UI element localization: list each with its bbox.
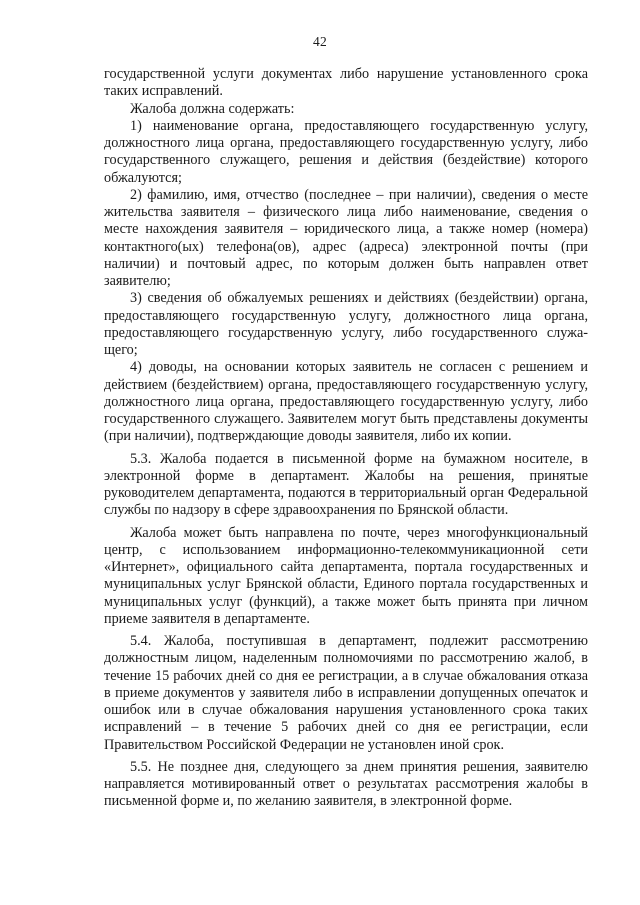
list-item-4: 4) доводы, на основании которых заявитель не согласен с решением и действием (бездействием) органа, предоставляющего государственную услугу, должностного лица органа, предоставляющего государственную услугу, либо государственного служащего. Заявителем могут быть представлены документы (при наличии), подтверждающие доводы заявителя, либо их копии.	[104, 359, 588, 445]
list-item-2: 2) фамилию, имя, отчество (последнее – при наличии), сведения о месте жительства заявителя – физического лица либо наименование, сведения о месте нахождения заявителя – юридического лица, а также номер (номера) контактного(ых) телефона(ов), адрес (адреса) электронной почты (при наличии) и почтовый адрес, по которым должен быть направлен ответ заявителю;	[104, 186, 588, 289]
paragraph-complaint-contents-intro: Жалоба должна содержать:	[130, 100, 295, 117]
list-item-1: 1) наименование органа, предоставляющего государственную услугу, должностного лица органа, предоставляющего государственную услугу, либо государственного служащего, решения и действия (бездействие) которого обжалуются;	[104, 117, 588, 186]
paragraph-5-5: 5.5. Не позднее дня, следующего за днем принятия решения, заявителю направляется мотивированный ответ о результатах рассмотрения жалобы в письменной форме и, по желанию заявителя, в электронной форме.	[104, 758, 588, 810]
paragraph-5-4: 5.4. Жалоба, поступившая в департамент, подлежит рассмотрению должностным лицом, наделенным полномочиями по рассмотрению жалоб, в течение 15 рабочих дней со дня ее регистрации, а в случае обжалования отказа в приеме документов у заявителя либо в исправлении допущенных опечаток и ошибок или в случае обжалования нарушения установленного срока таких исправлений – в течение 5 рабочих дней со дня ее регистрации, если Правительством Российской Федерации не установлен иной срок.	[104, 633, 588, 753]
paragraph-submission-channels: Жалоба может быть направлена по почте, через многофункциональный центр, с использованием информационно-телекоммуникационной сети «Интернет», официального сайта департамента, портала государственных и муниципальных услуг Брянской области, Единого портала государственных и муниципальных услуг (функций), а также может быть принята при личном приеме заявителя в департаменте.	[104, 524, 588, 627]
paragraph-5-3: 5.3. Жалоба подается в письменной форме на бумажном носителе, в электронной форме в департамент. Жалобы на решения, принятые руководителем департамента, подаются в территориальный орган Федеральной службы по надзору в сфере здравоохранения по Брянской области.	[104, 450, 588, 519]
list-item-3: 3) сведения об обжалуемых решениях и действиях (бездействии) органа, предоставляющего государственную услугу, должностного лица органа, предоставляющего государственную услугу, либо государственного служа-щего;	[104, 290, 588, 358]
document-body	[104, 66, 588, 811]
page-number: 42	[312, 34, 328, 49]
paragraph-continuation: государственной услуги документах либо нарушение установленного срока таких исправлений.	[104, 66, 588, 100]
